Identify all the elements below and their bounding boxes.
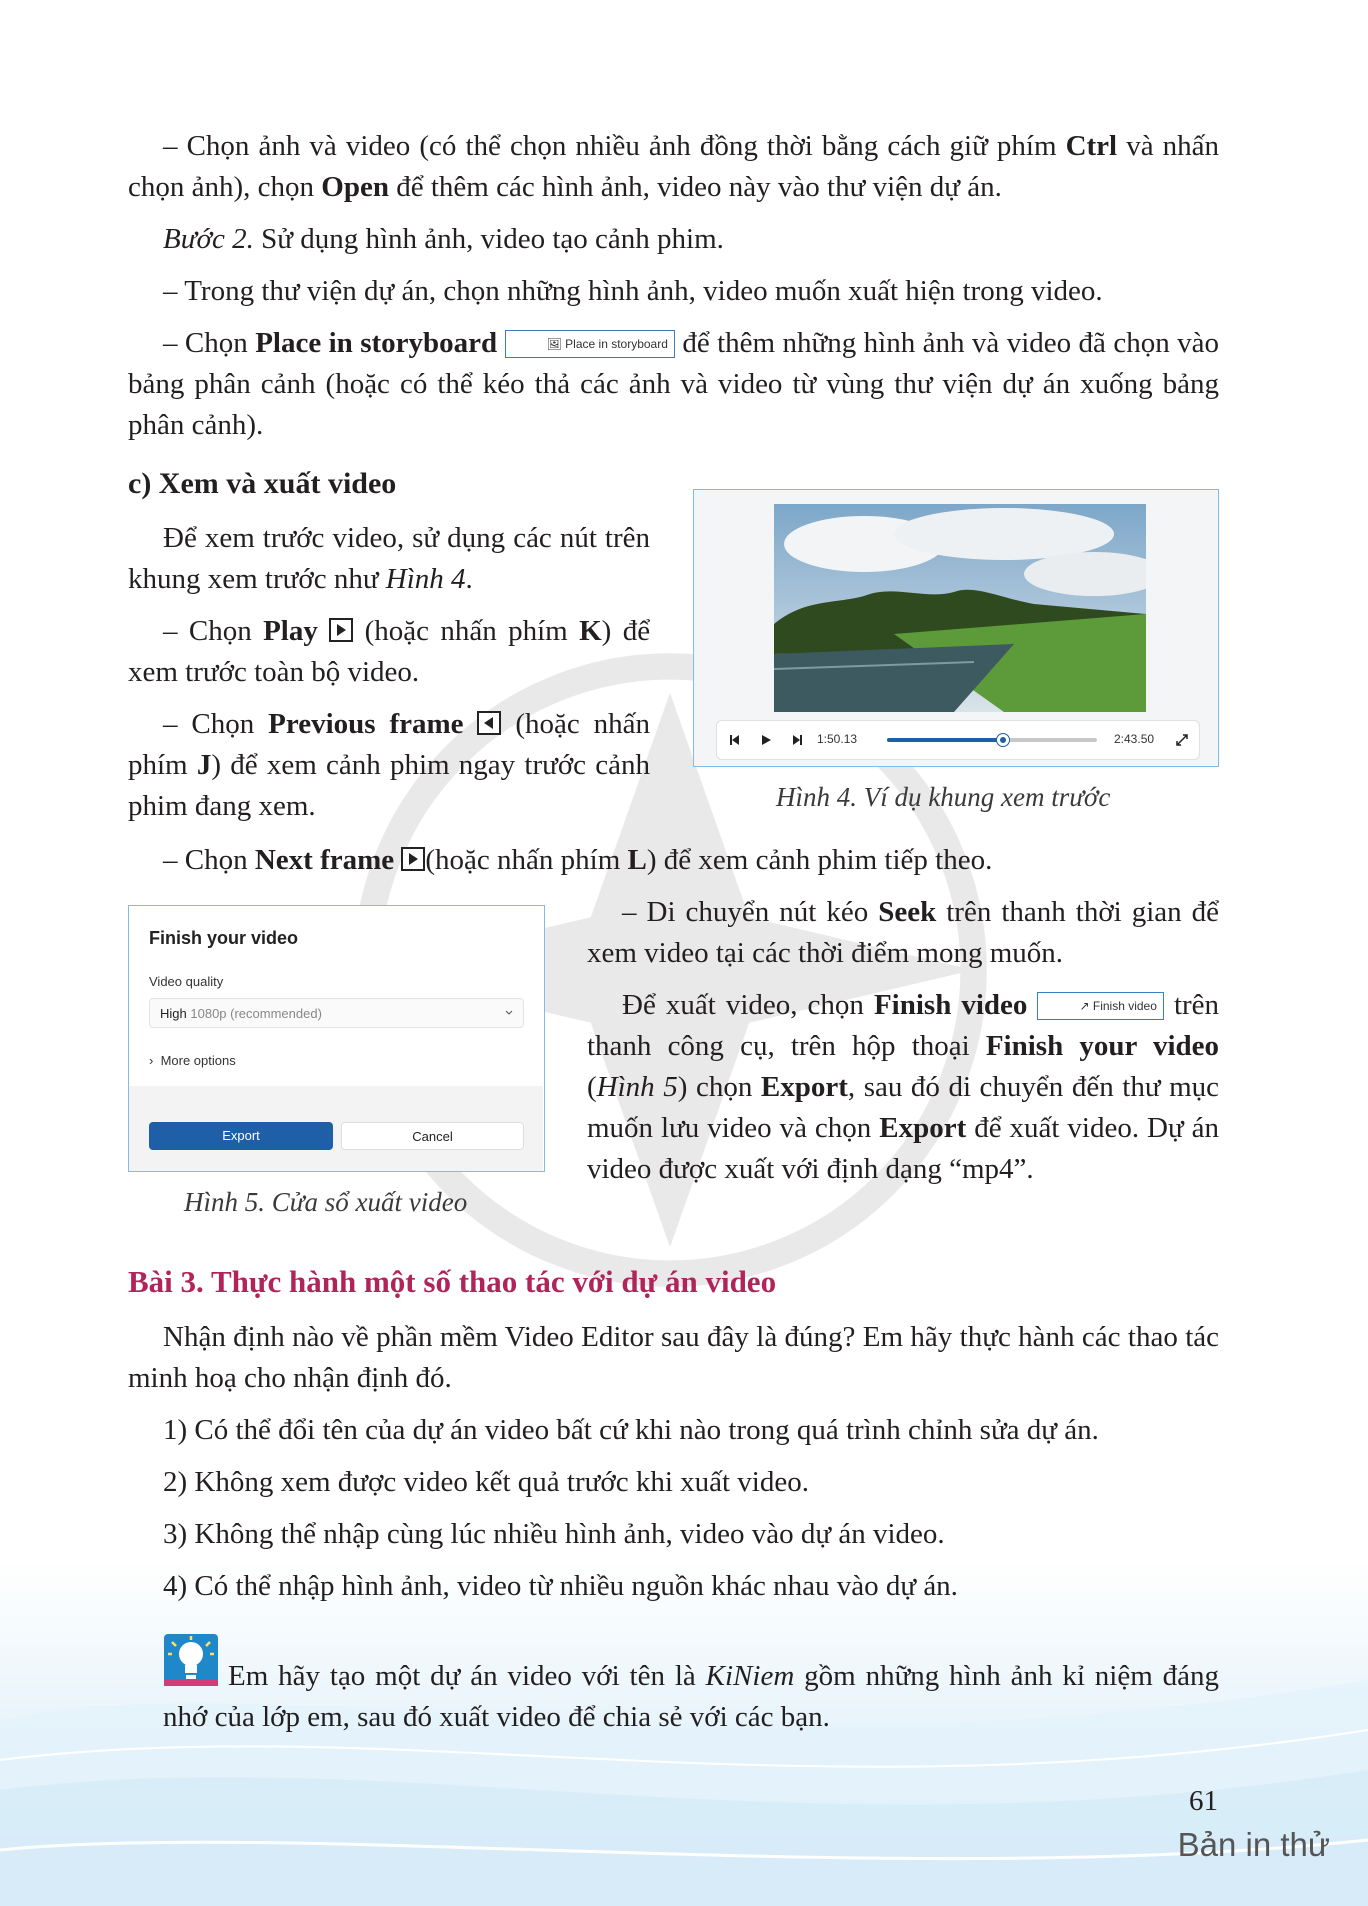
place-in-storyboard-chip: 🖼 Place in storyboard — [505, 330, 675, 358]
list-item: 1) Có thể đổi tên của dự án video bất cứ khi nào trong quá trình chỉnh sửa dự án. — [163, 1414, 1099, 1446]
cancel-button[interactable]: Cancel — [341, 1122, 524, 1150]
paragraph-next-frame: – Chọn Next frame (hoặc nhấn phím L) để xem cảnh phim tiếp theo. — [163, 844, 993, 876]
paragraph-place-storyboard: – Chọn Place in storyboard 🖼 Place in storyboard để thêm những hình ảnh và video đã chọn vào bảng phân cảnh (hoặc có thể kéo thả các ảnh và video từ vùng thư viện dự án xuống bảng phân cảnh). — [128, 327, 1220, 441]
list-item: 2) Không xem được video kết quả trước khi xuất video. — [163, 1466, 809, 1498]
list-item: 3) Không thể nhập cùng lúc nhiều hình ảnh, video vào dự án video. — [163, 1518, 945, 1550]
paragraph-play: – Chọn Play (hoặc nhấn phím K) để xem trước toàn bộ video. — [128, 615, 651, 688]
paragraph-select-media: – Chọn ảnh và video (có thể chọn nhiều ảnh đồng thời bằng cách giữ phím Ctrl và nhấn chọn ảnh), chọn Open để thêm các hình ảnh, video này vào thư viện dự án. — [128, 130, 1219, 203]
previous-frame-icon — [477, 711, 501, 735]
draft-label: Bản in thử — [1177, 1826, 1330, 1863]
paragraph-preview-intro: Để xem trước video, sử dụng các nút trên khung xem trước như Hình 4. — [128, 522, 650, 595]
paragraph-seek: – Di chuyển nút kéo Seek trên thanh thời gian để xem video tại các thời điểm mong muốn. — [587, 896, 1220, 969]
seek-progress — [887, 738, 1003, 742]
video-quality-select[interactable]: High 1080p (recommended) — [149, 998, 524, 1028]
dialog-title: Finish your video — [149, 928, 299, 948]
page-number: 61 — [1189, 1785, 1218, 1817]
current-time: 1:50.13 — [817, 732, 858, 746]
paragraph-previous-frame: – Chọn Previous frame (hoặc nhấn phím J) để xem cảnh phim ngay trước cảnh phim đang xem. — [128, 708, 651, 822]
total-time: 2:43.50 — [1114, 732, 1155, 746]
export-button[interactable]: Export — [149, 1122, 333, 1150]
previous-frame-icon[interactable] — [729, 733, 743, 747]
next-frame-icon[interactable] — [789, 733, 803, 747]
paragraph-exercise-question: Nhận định nào về phần mềm Video Editor sau đây là đúng? Em hãy thực hành các thao tác minh hoạ cho nhận định đó. — [128, 1321, 1219, 1394]
exercise-3-heading: Bài 3. Thực hành một số thao tác với dự án video — [128, 1264, 777, 1299]
paragraph-step-2: Bước 2. Sử dụng hình ảnh, video tạo cảnh phim. — [163, 223, 724, 255]
chevron-down-icon — [505, 1010, 513, 1016]
figure-4-preview-frame — [693, 489, 1219, 767]
next-frame-icon — [401, 847, 425, 871]
paragraph-export: Để xuất video, chọn Finish video ↗ Finish video trên thanh công cụ, trên hộp thoại Finish your video (Hình 5) chọn Export, sau đó di chuyển đến thư mục muốn lưu video và chọn Export để xuất video. Dự án video được xuất với định dạng “mp4”. — [587, 989, 1220, 1185]
seek-bar[interactable] — [887, 738, 1097, 742]
seek-handle[interactable] — [996, 733, 1010, 747]
preview-video-frame — [774, 504, 1146, 712]
fullscreen-icon[interactable] — [1175, 733, 1189, 747]
list-item: 4) Có thể nhập hình ảnh, video từ nhiều nguồn khác nhau vào dự án. — [163, 1570, 958, 1602]
figure-5-finish-video-dialog — [128, 905, 545, 1172]
play-icon[interactable] — [759, 733, 773, 747]
figure-4-caption: Hình 4. Ví dụ khung xem trước — [776, 782, 1111, 812]
chevron-right-icon: › — [149, 1053, 154, 1068]
section-heading-preview-export: c) Xem và xuất video — [128, 467, 397, 500]
finish-video-chip: ↗ Finish video — [1037, 992, 1163, 1020]
playback-controls — [716, 720, 1200, 760]
figure-5-caption: Hình 5. Cửa sổ xuất video — [184, 1187, 468, 1217]
more-options-toggle[interactable]: › More options — [149, 1053, 236, 1068]
play-icon — [329, 618, 353, 642]
paragraph-activity: Em hãy tạo một dự án video với tên là KiNiem gồm những hình ảnh kỉ niệm đáng nhớ của lớp em, sau đó xuất video để chia sẻ với các bạn. — [163, 1660, 1219, 1733]
paragraph-choose-library: – Trong thư viện dự án, chọn những hình ảnh, video muốn xuất hiện trong video. — [163, 275, 1103, 307]
video-quality-label: Video quality — [149, 974, 224, 989]
